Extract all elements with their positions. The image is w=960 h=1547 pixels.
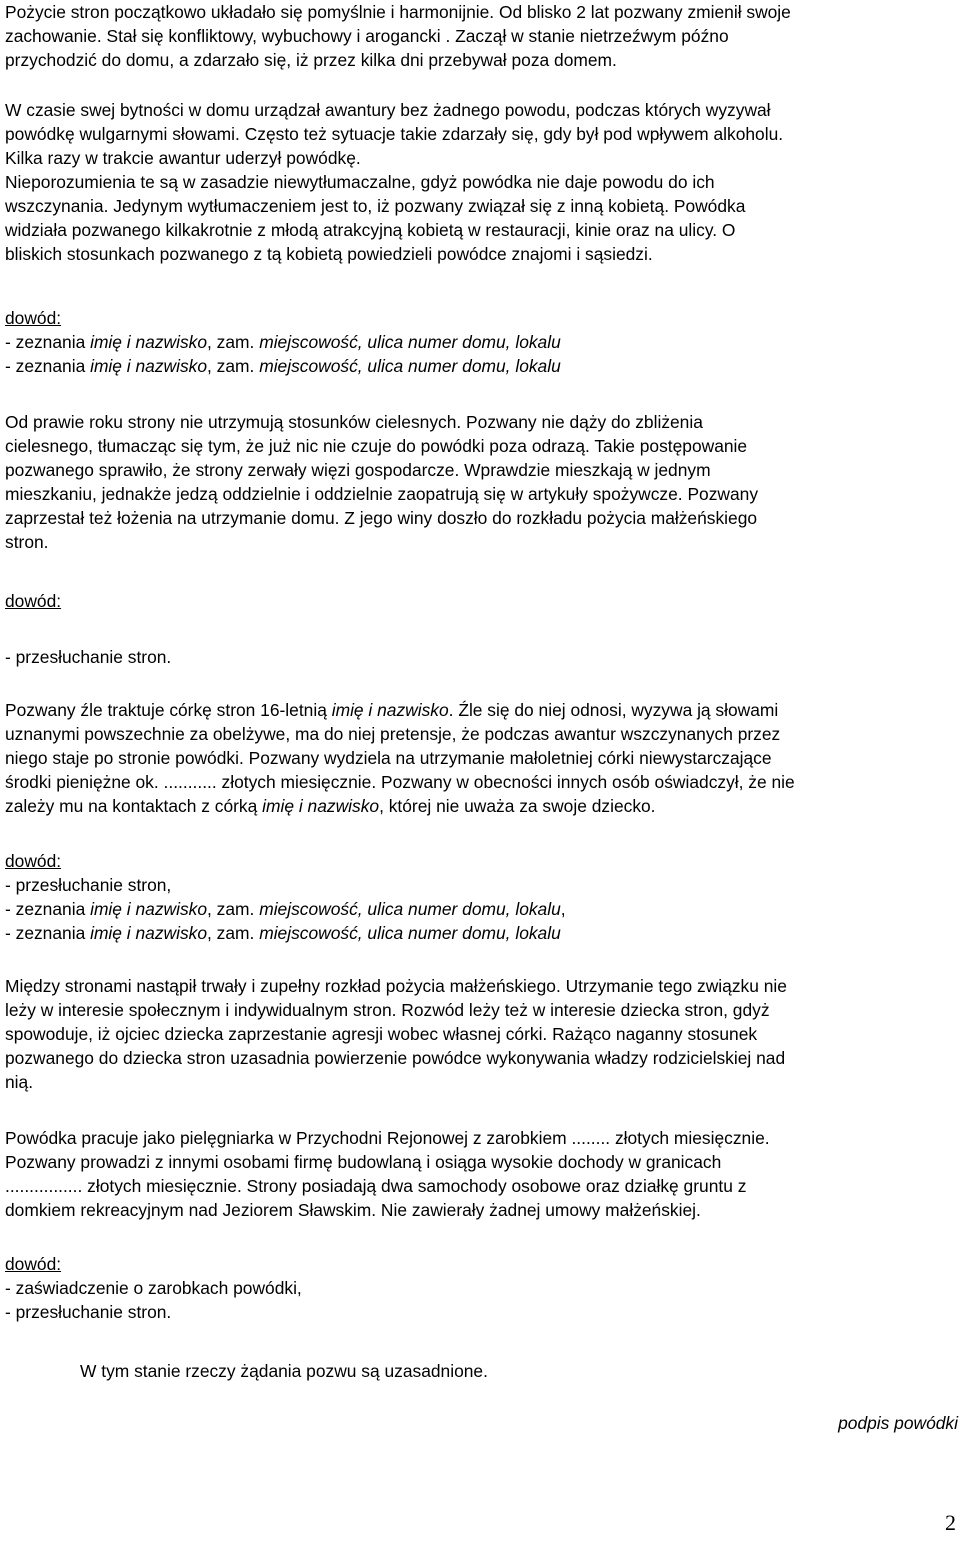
paragraph-income: [5, 1126, 955, 1222]
text-line: stron.: [5, 532, 49, 552]
evidence-label: dowód:: [5, 308, 62, 328]
text-line: powódkę wulgarnymi słowami. Często też sytuacje takie zdarzały się, gdy był pod wpływem alkoholu.: [5, 124, 784, 144]
text-line: Powódka pracuje jako pielęgniarka w Przychodni Rejonowej z zarobkiem ........ złotych miesięcznie.: [5, 1128, 770, 1148]
text-line: Pozwany prowadzi z innymi osobami firmę budowlaną i osiąga wysokie dochody w granicach: [5, 1152, 722, 1172]
paragraph-breakdown: [5, 974, 955, 1094]
evidence-item: [5, 645, 955, 669]
text-line: ................ złotych miesięcznie. Strony posiadają dwa samochody osobowe oraz działkę gruntu z: [5, 1176, 747, 1196]
text-line: środki pieniężne ok. ........... złotych miesięcznie. Pozwany w obecności innych osób oświadczył, że nie: [5, 772, 795, 792]
text-line: Pozwany źle traktuje córkę stron 16-letnią imię i nazwisko. Źle się do niej odnosi, wyzywa ją słowami: [5, 700, 779, 720]
text-line: cielesnego, tłumacząc się tym, że już nic nie czuje do powódki poza odrazą. Takie postępowanie: [5, 436, 748, 456]
text-line: przychodzić do domu, a zdarzało się, iż przez kilka dni przebywał poza domem.: [5, 50, 617, 70]
paragraph-marital-history: [5, 0, 955, 72]
evidence-section-4: [5, 1252, 955, 1324]
witness-testimony-item: - zeznania imię i nazwisko, zam. miejscowość, ulica numer domu, lokalu: [5, 356, 561, 376]
witness-testimony-item: - zeznania imię i nazwisko, zam. miejscowość, ulica numer domu, lokalu,: [5, 899, 566, 919]
evidence-label: dowód:: [5, 1254, 62, 1274]
text-line: Pożycie stron początkowo układało się pomyślnie i harmonijnie. Od blisko 2 lat pozwany zmienił swoje: [5, 2, 791, 22]
text-line: widziała pozwanego kilkakrotnie z młodą atrakcyjną kobietą w restauracji, kinie oraz na ulicy. O: [5, 220, 736, 240]
text-line: uznanymi powszechnie za obelżywe, ma do niej pretensje, że podczas awantur wszczynanych przez: [5, 724, 781, 744]
text-line: pozwanego do dziecka stron uzasadnia powierzenie powódce wykonywania władzy rodzicielskiej nad: [5, 1048, 786, 1068]
text-line: W czasie swej bytności w domu urządzał awantury bez żadnego powodu, podczas których wyzywał: [5, 100, 771, 120]
page-number: 2: [945, 1510, 956, 1535]
text-line: zaprzestał też łożenia na utrzymanie domu. Z jego winy doszło do rozkładu pożycia małżeńskiego: [5, 508, 758, 528]
text-line: niego staje po stronie powódki. Pozwany wydziela na utrzymanie małoletniej córki niewystarczające: [5, 748, 772, 768]
closing-statement: W tym stanie rzeczy żądania pozwu są uzasadnione.: [80, 1361, 488, 1381]
hearing-of-parties: - przesłuchanie stron.: [5, 647, 172, 667]
evidence-label: dowód:: [5, 851, 62, 871]
text-line: Kilka razy w trakcie awantur uderzył powódkę.: [5, 148, 361, 168]
signature-placeholder: podpis powódki: [838, 1413, 958, 1433]
text-line: mieszkaniu, jednakże jedzą oddzielnie i oddzielnie zaopatrują się w artykuły spożywcze. Pozwany: [5, 484, 759, 504]
text-line: nią.: [5, 1072, 34, 1092]
text-line: leży w interesie społecznym i indywidualnym stron. Rozwód leży też w interesie dziecka stron, gdyż: [5, 1000, 770, 1020]
witness-testimony-item: - zeznania imię i nazwisko, zam. miejscowość, ulica numer domu, lokalu: [5, 332, 561, 352]
evidence-section-3: [5, 849, 955, 945]
paragraph-relations: [5, 410, 955, 554]
evidence-label: dowód:: [5, 591, 62, 611]
text-line: wszczynania. Jedynym wytłumaczeniem jest to, iż pozwany związał się z inną kobietą. Powódka: [5, 196, 746, 216]
text-line: spowoduje, iż ojciec dziecka zaprzestanie agresji wobec własnej córki. Rażąco naganny stosunek: [5, 1024, 758, 1044]
text-line: pozwanego sprawiło, że strony zerwały więzi gospodarcze. Wprawdzie mieszkają w jednym: [5, 460, 711, 480]
hearing-of-parties: - przesłuchanie stron.: [5, 1302, 172, 1322]
paragraph-daughter: [5, 698, 955, 818]
hearing-of-parties: - przesłuchanie stron,: [5, 875, 172, 895]
evidence-section-1: [5, 306, 955, 378]
text-line: Nieporozumienia te są w zasadzie niewytłumaczalne, gdyż powódka nie daje powodu do ich: [5, 172, 715, 192]
paragraph-quarrels: [5, 98, 955, 266]
text-line: zachowanie. Stał się konfliktowy, wybuchowy i arogancki . Zaczął w stanie nietrzeźwym późno: [5, 26, 729, 46]
text-line: Od prawie roku strony nie utrzymują stosunków cielesnych. Pozwany nie dąży do zbliżenia: [5, 412, 703, 432]
text-line: zależy mu na kontaktach z córką imię i nazwisko, której nie uważa za swoje dziecko.: [5, 796, 656, 816]
text-line: domkiem rekreacyjnym nad Jeziorem Sławskim. Nie zawierały żadnej umowy małżeńskiej.: [5, 1200, 701, 1220]
text-line: bliskich stosunkach pozwanego z tą kobietą powiedzieli powódce znajomi i sąsiedzi.: [5, 244, 653, 264]
text-line: Między stronami nastąpił trwały i zupełny rozkład pożycia małżeńskiego. Utrzymanie tego związku nie: [5, 976, 787, 996]
witness-testimony-item: - zeznania imię i nazwisko, zam. miejscowość, ulica numer domu, lokalu: [5, 923, 561, 943]
evidence-section-2: [5, 589, 955, 613]
income-certificate-item: - zaświadczenie o zarobkach powódki,: [5, 1278, 302, 1298]
